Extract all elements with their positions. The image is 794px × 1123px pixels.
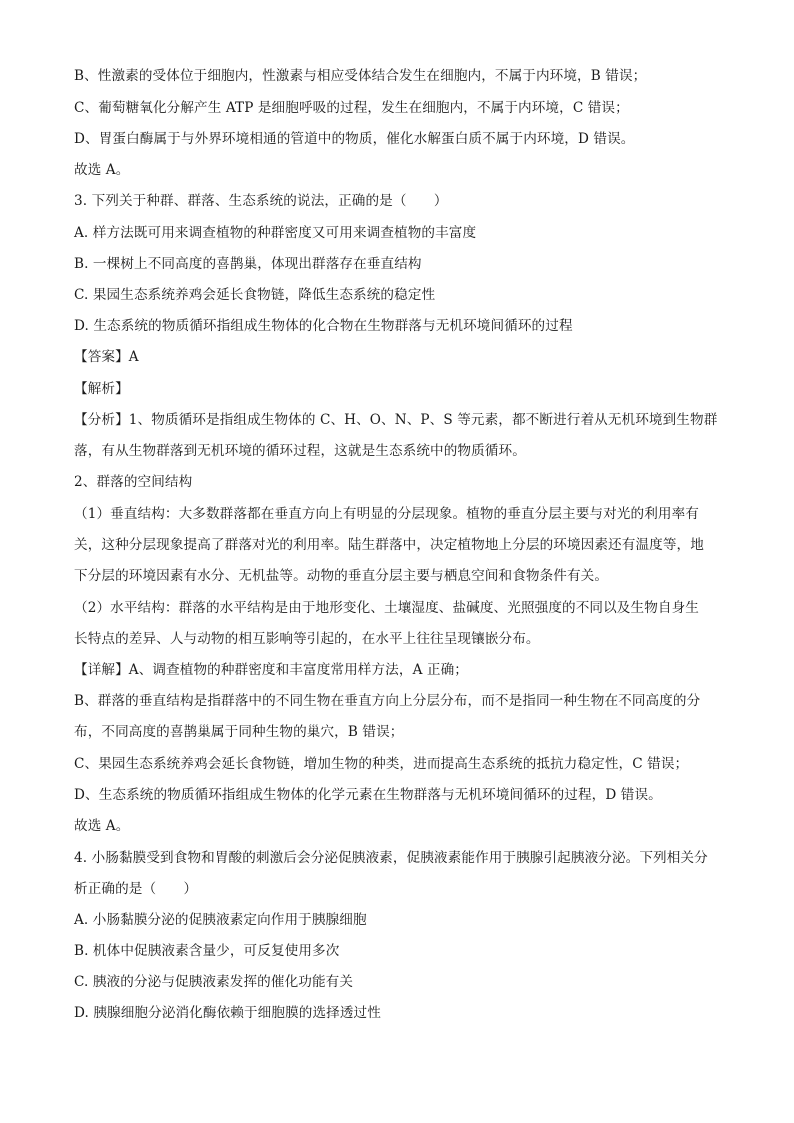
question-4-stem-cont: 析正确的是（ ） <box>74 881 198 897</box>
text-line: D、胃蛋白酶属于与外界环境相通的管道中的物质，催化水解蛋白质不属于内环境，D 错误。 <box>74 131 635 147</box>
text-line: 长特点的差异、人与动物的相互影响等引起的，在水平上往往呈现镶嵌分布。 <box>74 631 540 647</box>
text-line: 2、群落的空间结构 <box>74 474 193 490</box>
question-3-option-a: A. 样方法既可用来调查植物的种群密度又可用来调查植物的丰富度 <box>74 225 477 241</box>
question-3-option-d: D. 生态系统的物质循环指组成生物体的化合物在生物群落与无机环境间循环的过程 <box>74 318 573 334</box>
question-4-option-a: A. 小肠黏膜分泌的促胰液素定向作用于胰腺细胞 <box>74 912 367 928</box>
text-line: 关，这种分层现象提高了群落对光的利用率。陆生群落中，决定植物地上分层的环境因素还有温度等，地 <box>74 537 704 553</box>
text-line: C、葡萄糖氧化分解产生 ATP 是细胞呼吸的过程，发生在细胞内，不属于内环境，C 错误； <box>74 100 629 116</box>
text-line: 布，不同高度的喜鹊巢属于同种生物的巢穴，B 错误； <box>74 724 404 740</box>
text-line: B、性激素的受体位于细胞内，性激素与相应受体结合发生在细胞内，不属于内环境，B 错误； <box>74 68 647 84</box>
text-line: 故选 A。 <box>74 818 130 834</box>
text-line: 下分层的环境因素有水分、无机盐等。动物的垂直分层主要与栖息空间和食物条件有关。 <box>74 568 609 584</box>
question-3-stem: 3. 下列关于种群、群落、生态系统的说法，正确的是（ ） <box>74 193 448 209</box>
question-3-option-b: B. 一棵树上不同高度的喜鹊巢，体现出群落存在垂直结构 <box>74 256 422 272</box>
answer-label: 【答案】A <box>74 349 139 365</box>
question-4-option-d: D. 胰腺细胞分泌消化酶依赖于细胞膜的选择透过性 <box>74 1005 381 1021</box>
text-line: B、群落的垂直结构是指群落中的不同生物在垂直方向上分层分布，而不是指同一种生物在不同高度的分 <box>74 693 701 709</box>
question-4-stem: 4. 小肠黏膜受到食物和胃酸的刺激后会分泌促胰液素，促胰液素能作用于胰腺引起胰液分泌。下列相关分 <box>74 850 708 866</box>
question-3-option-c: C. 果园生态系统养鸡会延长食物链，降低生态系统的稳定性 <box>74 287 436 303</box>
text-line: 故选 A。 <box>74 162 130 178</box>
text-line: （1）垂直结构：大多数群落都在垂直方向上有明显的分层现象。植物的垂直分层主要与对光的利用率有 <box>74 506 699 522</box>
text-line: 【分析】1、物质循环是指组成生物体的 C、H、O、N、P、S 等元素，都不断进行着从无机环境到生物群 <box>74 412 718 428</box>
text-line: C、果园生态系统养鸡会延长食物链，增加生物的种类，进而提高生态系统的抵抗力稳定性，C 错误； <box>74 756 689 772</box>
text-line: 落，有从生物群落到无机环境的循环过程，这就是生态系统中的物质循环。 <box>74 443 526 459</box>
text-line: D、生态系统的物质循环指组成生物体的化学元素在生物群落与无机环境间循环的过程，D 错误。 <box>74 787 662 803</box>
text-line: （2）水平结构：群落的水平结构是由于地形变化、土壤湿度、盐碱度、光照强度的不同以及生物自身生 <box>74 600 699 616</box>
question-4-option-c: C. 胰液的分泌与促胰液素发挥的催化功能有关 <box>74 974 354 990</box>
text-line: 【详解】A、调查植物的种群密度和丰富度常用样方法，A 正确； <box>74 662 468 678</box>
analysis-label: 【解析】 <box>74 381 129 397</box>
question-4-option-b: B. 机体中促胰液素含量少，可反复使用多次 <box>74 943 340 959</box>
